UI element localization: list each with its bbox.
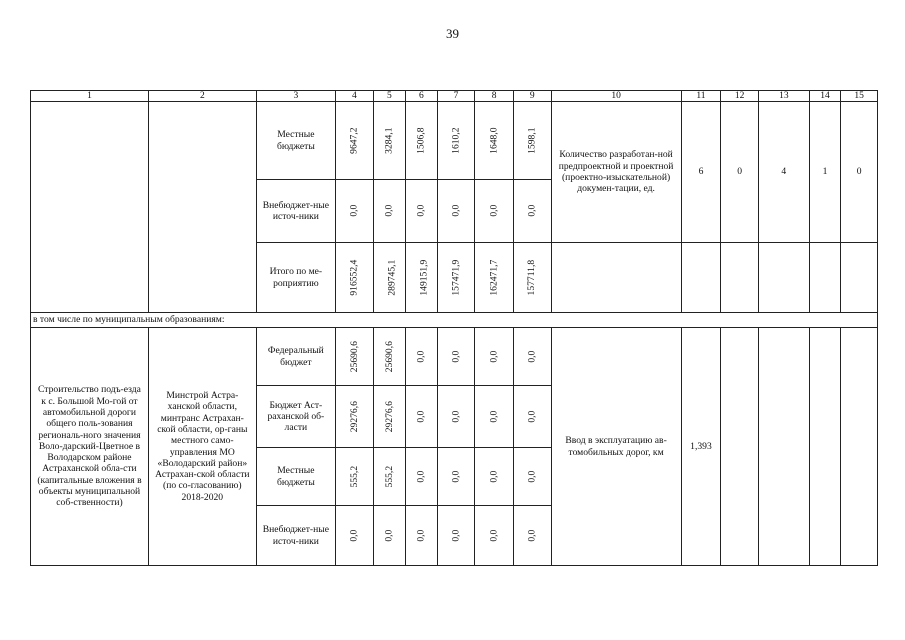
column-number: 4	[336, 91, 374, 102]
empty-cell	[148, 102, 256, 313]
amount-cell	[513, 180, 551, 243]
amount-cell	[513, 448, 551, 506]
column-number: 6	[406, 91, 438, 102]
empty-cell	[841, 243, 878, 313]
amount-cell	[475, 102, 514, 180]
amount-value: 0,0	[526, 410, 538, 423]
empty-cell	[809, 328, 841, 566]
amount-value: 0,0	[415, 529, 427, 542]
target-cell: 1,393	[681, 328, 721, 566]
amount-cell	[373, 328, 406, 386]
empty-cell	[758, 243, 809, 313]
amount-cell	[513, 243, 551, 313]
amount-value: 0,0	[450, 350, 462, 363]
amount-cell	[336, 328, 374, 386]
amount-cell	[406, 448, 438, 506]
amount-cell	[336, 506, 374, 566]
indicator-cell: Ввод в эксплуатацию ав-томобильных дорог, км	[551, 328, 681, 566]
amount-value: 1598,1	[526, 127, 538, 154]
funding-source-label: Бюджет Аст-раханской об-ласти	[256, 386, 335, 448]
amount-value: 9647,2	[348, 127, 360, 154]
column-number: 15	[841, 91, 878, 102]
amount-value: 0,0	[450, 410, 462, 423]
amount-cell	[475, 328, 514, 386]
empty-cell	[809, 243, 841, 313]
column-number: 5	[373, 91, 406, 102]
page-number: 39	[446, 26, 459, 41]
amount-cell	[406, 506, 438, 566]
amount-cell	[373, 506, 406, 566]
table-row	[31, 328, 878, 386]
amount-cell	[373, 386, 406, 448]
target-cell: 4	[758, 102, 809, 243]
amount-value: 0,0	[415, 470, 427, 483]
amount-cell	[406, 386, 438, 448]
amount-cell	[373, 448, 406, 506]
amount-cell	[336, 386, 374, 448]
column-number: 14	[809, 91, 841, 102]
amount-cell	[373, 102, 406, 180]
column-number: 11	[681, 91, 721, 102]
column-number-row	[31, 91, 878, 102]
amount-value: 0,0	[450, 205, 462, 217]
amount-value: 555,2	[383, 465, 395, 488]
amount-cell	[336, 180, 374, 243]
amount-value: 916552,4	[348, 259, 360, 296]
amount-cell	[336, 102, 374, 180]
amount-cell	[513, 328, 551, 386]
amount-value: 0,0	[488, 350, 500, 363]
program-table	[30, 90, 878, 566]
funding-source-label: Итого по ме-роприятию	[256, 243, 335, 313]
funding-source-label: Внебюджет-ные источ-ники	[256, 180, 335, 243]
amount-cell	[437, 506, 475, 566]
amount-cell	[513, 386, 551, 448]
column-number: 8	[475, 91, 514, 102]
funding-source-label: Местные бюджеты	[256, 102, 335, 180]
amount-value: 1648,0	[488, 127, 500, 154]
amount-value: 0,0	[348, 529, 360, 542]
empty-cell	[721, 243, 759, 313]
amount-cell	[406, 102, 438, 180]
target-cell: 0	[841, 102, 878, 243]
amount-value: 0,0	[526, 350, 538, 363]
amount-cell	[336, 448, 374, 506]
amount-value: 0,0	[450, 470, 462, 483]
column-number: 3	[256, 91, 335, 102]
amount-cell	[437, 102, 475, 180]
amount-cell	[336, 243, 374, 313]
amount-value: 1610,2	[450, 127, 462, 154]
amount-cell	[475, 243, 514, 313]
section-label: в том числе по муниципальным образованиям:	[31, 313, 878, 328]
column-number: 1	[31, 91, 149, 102]
amount-cell	[437, 448, 475, 506]
empty-cell	[681, 243, 721, 313]
funding-source-label: Местные бюджеты	[256, 448, 335, 506]
empty-cell	[551, 243, 681, 313]
amount-value: 0,0	[415, 205, 427, 217]
amount-cell	[373, 243, 406, 313]
amount-value: 0,0	[383, 205, 395, 217]
amount-value: 555,2	[348, 465, 360, 488]
amount-value: 29276,6	[383, 400, 395, 433]
amount-cell	[406, 180, 438, 243]
section-row	[31, 313, 878, 328]
amount-cell	[475, 180, 514, 243]
indicator-cell: Количество разработан-ной предпроектной и проектной (проектно-изыскательной) докумен-тации, ед.	[551, 102, 681, 243]
empty-cell	[841, 328, 878, 566]
amount-value: 25690,6	[383, 340, 395, 373]
amount-value: 0,0	[415, 350, 427, 363]
amount-cell	[373, 180, 406, 243]
amount-cell	[437, 386, 475, 448]
amount-value: 149151,9	[418, 259, 430, 296]
executor-cell: Минстрой Астра-ханской области, минтранс Астрахан-ской области, ор-ганы местного само-управления МО «Володарский район» Астрахан-ской области (по со-гласованию) 2018-2020	[148, 328, 256, 566]
column-number: 12	[721, 91, 759, 102]
empty-cell	[31, 102, 149, 313]
amount-cell	[437, 328, 475, 386]
amount-cell	[437, 180, 475, 243]
column-number: 13	[758, 91, 809, 102]
amount-value: 29276,6	[348, 400, 360, 433]
amount-value: 162471,7	[488, 259, 500, 296]
empty-cell	[721, 328, 759, 566]
amount-cell	[513, 102, 551, 180]
amount-value: 0,0	[415, 410, 427, 423]
table-row	[31, 102, 878, 180]
amount-value: 157471,9	[450, 259, 462, 296]
amount-cell	[513, 506, 551, 566]
column-number: 2	[148, 91, 256, 102]
amount-value: 0,0	[488, 529, 500, 542]
target-cell: 6	[681, 102, 721, 243]
amount-value: 0,0	[348, 205, 360, 217]
project-name-cell: Строительство подъ-езда к с. Большой Мо-гой от автомобильной дороги общего поль-зования региональ-ного значения Воло-дарский-Цветное в Володарском районе Астраханской обла-сти (капитальные вложения в объекты муниципальной соб-ственности)	[31, 328, 149, 566]
target-cell: 1	[809, 102, 841, 243]
column-number: 7	[437, 91, 475, 102]
amount-cell	[475, 506, 514, 566]
amount-cell	[475, 448, 514, 506]
amount-value: 0,0	[488, 205, 500, 217]
amount-cell	[437, 243, 475, 313]
column-number: 9	[513, 91, 551, 102]
amount-cell	[406, 243, 438, 313]
amount-value: 0,0	[526, 205, 538, 217]
amount-value: 0,0	[488, 410, 500, 423]
amount-value: 157711,8	[526, 259, 538, 296]
amount-cell	[475, 386, 514, 448]
amount-value: 289745,1	[385, 259, 397, 296]
amount-value: 1506,8	[415, 127, 427, 154]
amount-value: 0,0	[526, 529, 538, 542]
target-cell: 0	[721, 102, 759, 243]
amount-value: 0,0	[526, 470, 538, 483]
amount-value: 3284,1	[383, 127, 395, 154]
funding-source-label: Федеральный бюджет	[256, 328, 335, 386]
empty-cell	[758, 328, 809, 566]
funding-source-label: Внебюджет-ные источ-ники	[256, 506, 335, 566]
amount-cell	[406, 328, 438, 386]
column-number: 10	[551, 91, 681, 102]
amount-value: 0,0	[488, 470, 500, 483]
amount-value: 25690,6	[348, 340, 360, 373]
amount-value: 0,0	[383, 529, 395, 542]
amount-value: 0,0	[450, 529, 462, 542]
